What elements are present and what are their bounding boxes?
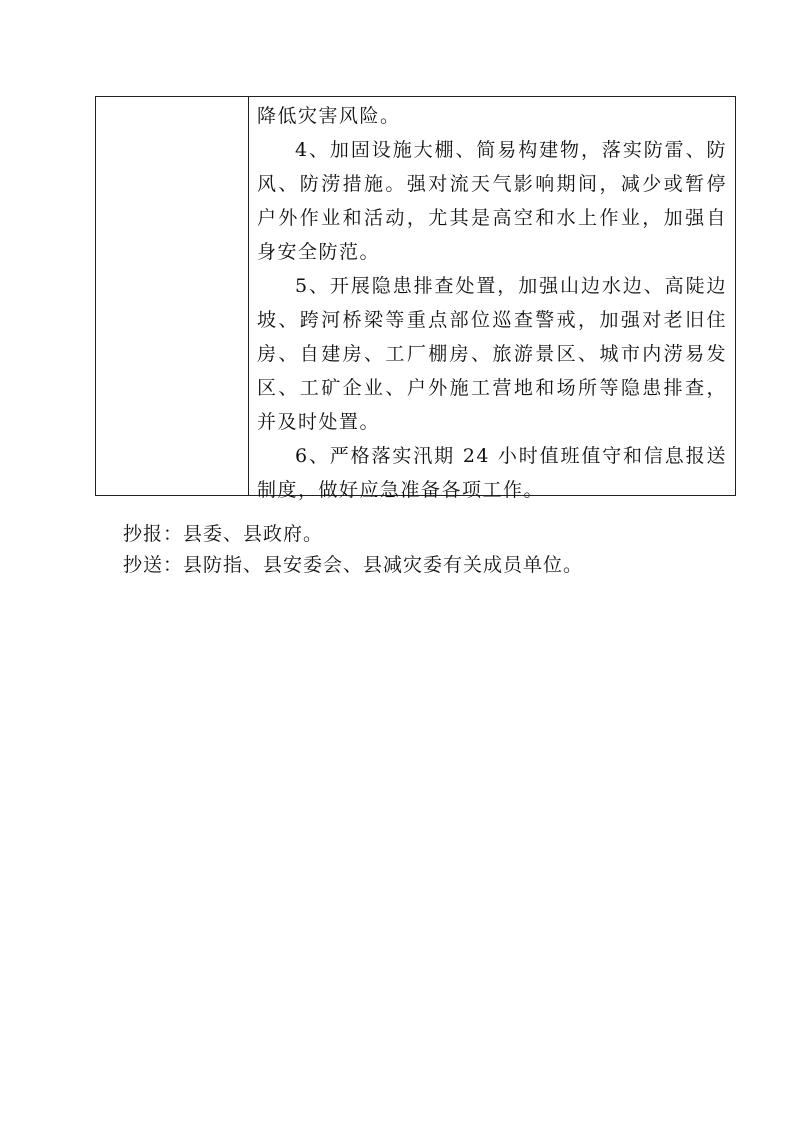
cc-send-line: 抄送：县防指、县安委会、县减灾委有关成员单位。 [123,554,584,576]
table-right-cell [249,97,735,501]
measure-paragraph-4: 4、加固设施大棚、简易构建物，落实防雷、防风、防涝措施。强对流天气影响期间，减少或暂停户外作业和活动，尤其是高空和水上作业，加强自身安全防范。 [257,139,727,263]
measure-paragraph-6: 6、严格落实汛期 24 小时值班值守和信息报送制度，做好应急准备各项工作。 [257,445,727,501]
measure-paragraph-continued: 降低灾害风险。 [257,105,401,127]
measure-paragraph-5: 5、开展隐患排查处置，加强山边水边、高陡边坡、跨河桥梁等重点部位巡查警戒，加强对老旧住房、自建房、工厂棚房、旅游景区、城市内涝易发区、工矿企业、户外施工营地和场所等隐患排查，并及时处置。 [257,275,727,433]
cc-report-line: 抄报：县委、县政府。 [123,523,324,545]
table-left-cell [96,97,249,495]
measures-table [95,96,736,501]
